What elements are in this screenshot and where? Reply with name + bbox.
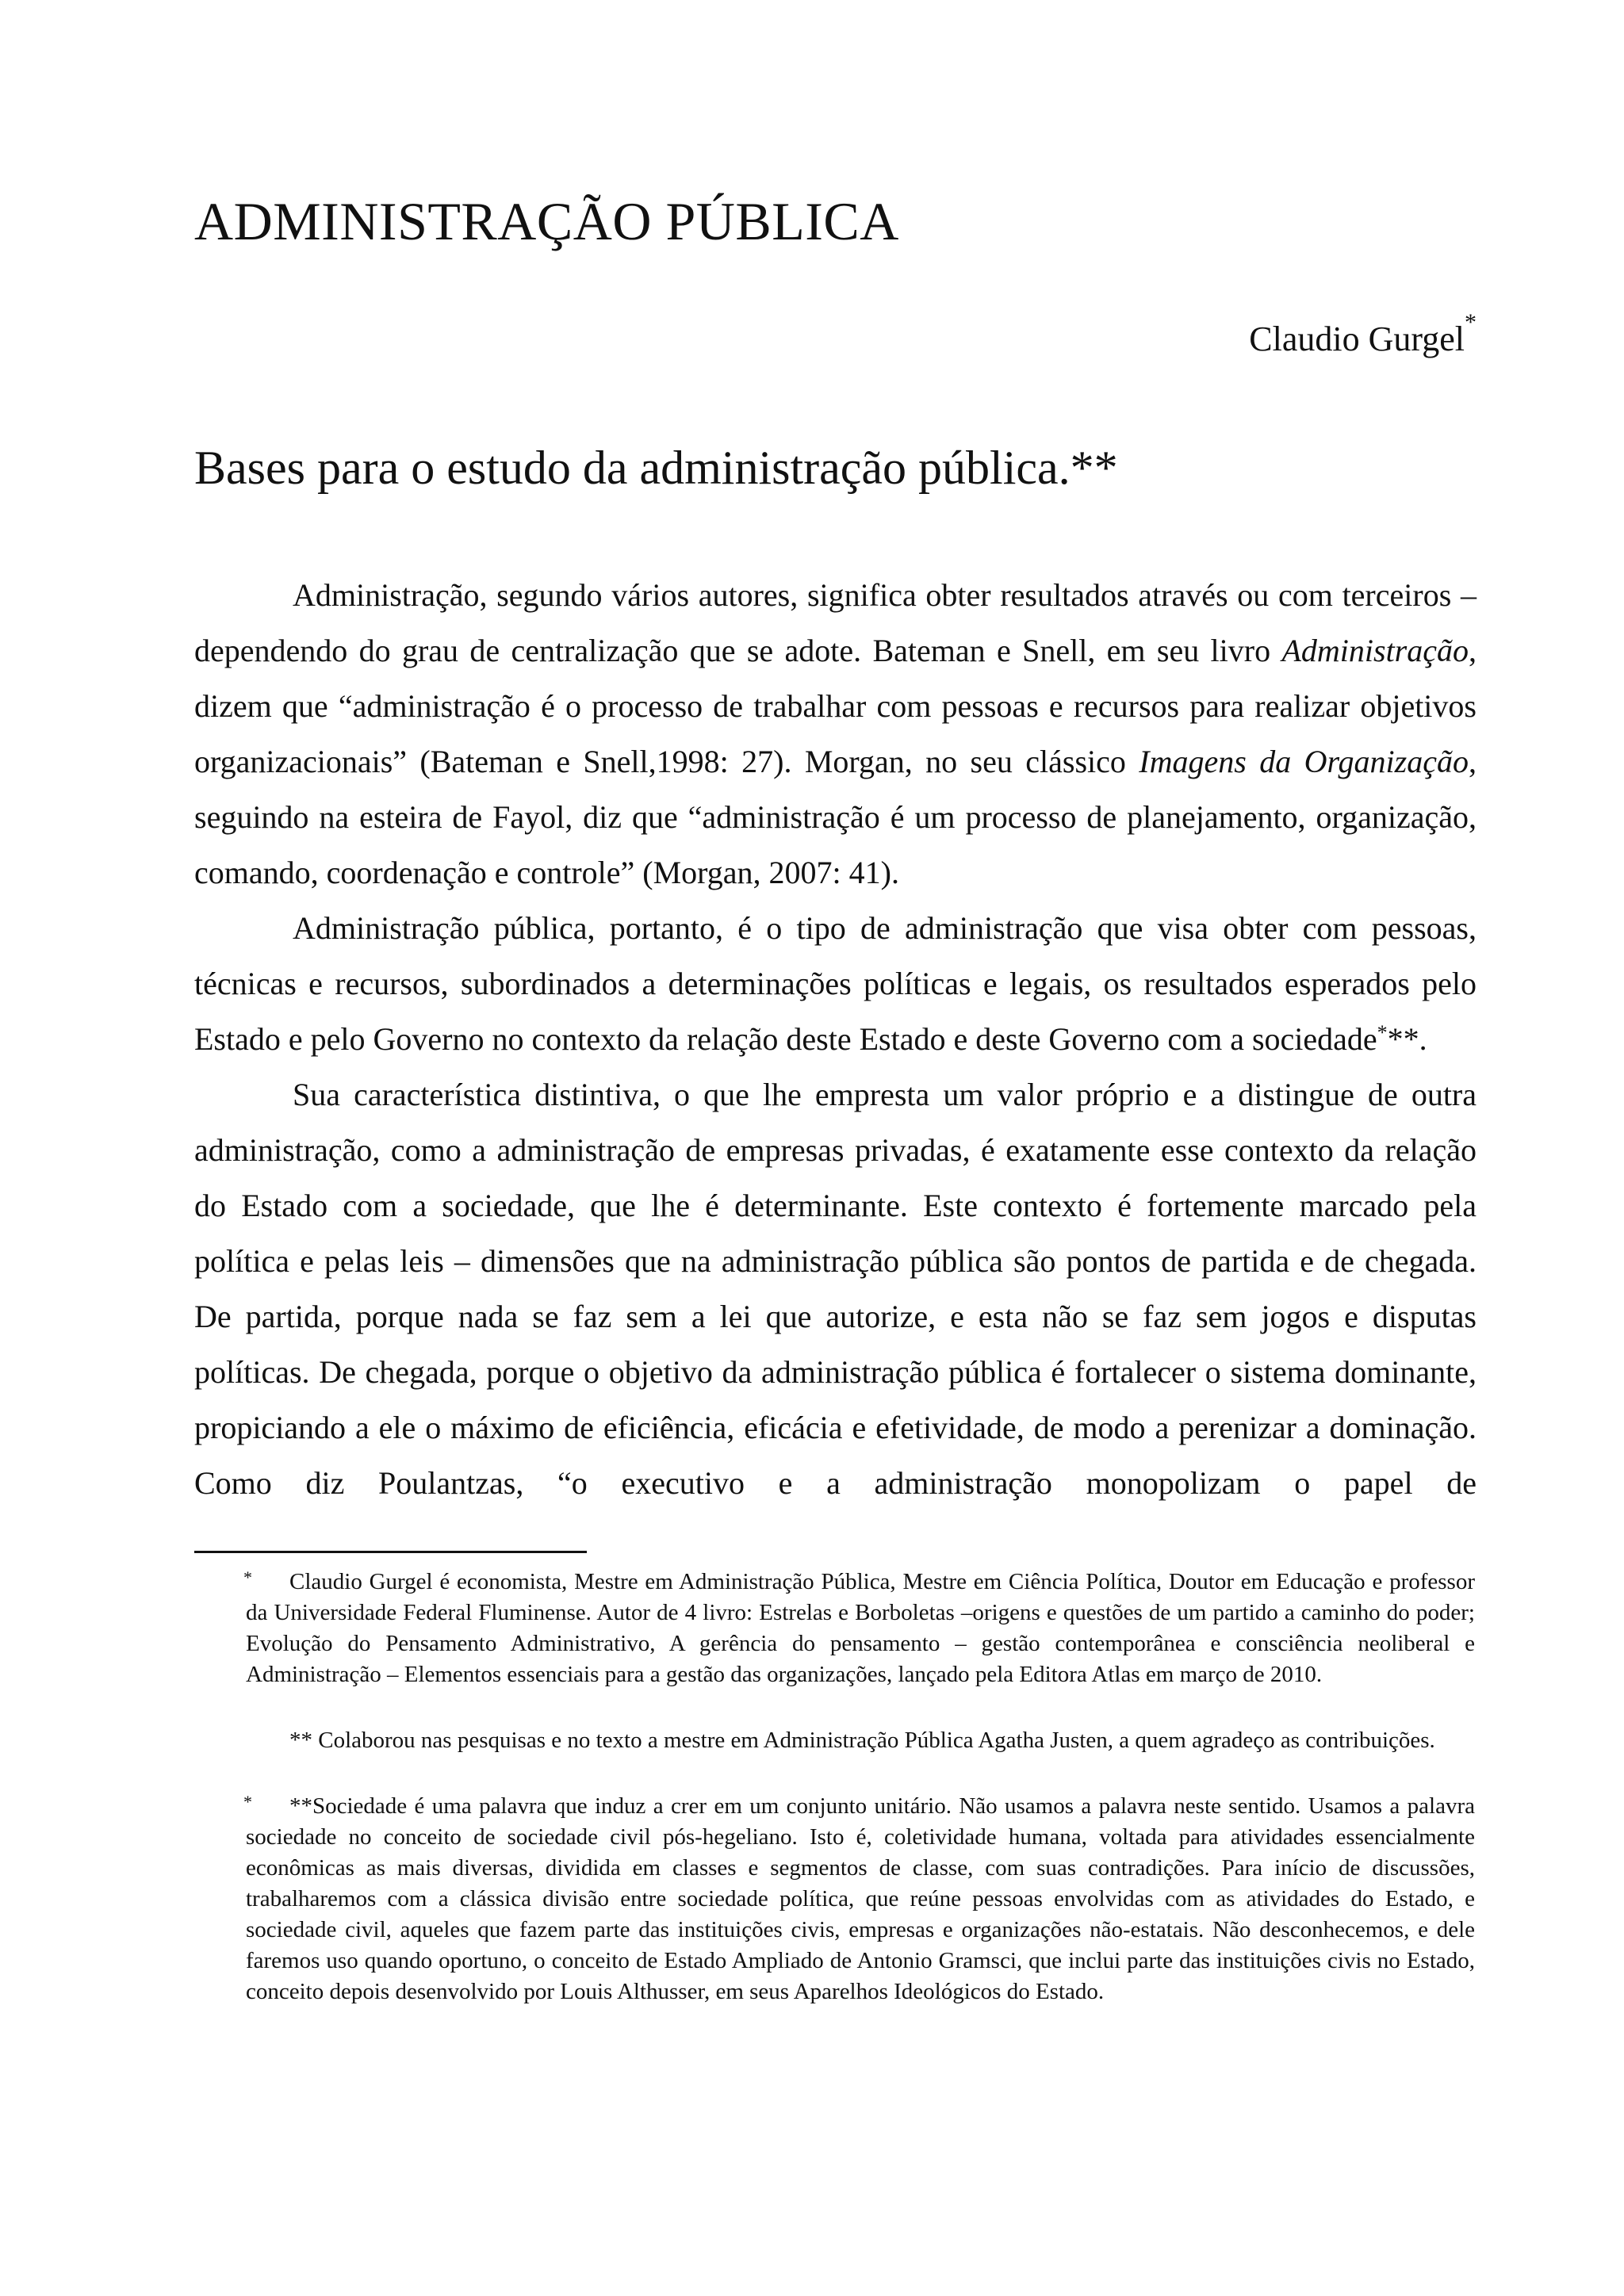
footnote-2-text: ** Colaborou nas pesquisas e no texto a mestre em Administração Pública Agatha Justen, a quem agradeço as contribuições. (289, 1728, 1435, 1753)
document-title: ADMINISTRAÇÃO PÚBLICA (194, 191, 899, 251)
paragraph-3: Sua característica distintiva, o que lhe empresta um valor próprio e a distingue de outra administração, como a administração de empresas privadas, é exatamente esse contexto da relação do Estado com a sociedade, que lhe é determinante. Este contexto é fortemente marcado pela política e pelas leis – dimensões que na administração pública são pontos de partida e de chegada. De partida, porque nada se faz sem a lei que autorize, e esta não se faz sem jogos e disputas políticas. De chegada, porque o objetivo da administração pública é fortalecer o sistema dominante, propiciando a ele o máximo de eficiência, eficácia e efetividade, de modo a perenizar a dominação. Como diz Poulantzas, “o executivo e a administração monopolizam o papel de (194, 1077, 1477, 1501)
book-title-administracao: Administração (1281, 633, 1469, 668)
footnote-1 (243, 1567, 1475, 1690)
footnote-1-text: Claudio Gurgel é economista, Mestre em Administração Pública, Mestre em Ciência Política, Doutor em Educação e professor da Universidade Federal Fluminense. Autor de 4 livro: Estrelas e Borboletas –origens e questões de um partido a caminho do poder; Evolução do Pensamento Administrativo, A gerência do pensamento – gestão contemporânea e consciência neoliberal e Administração – Elementos essenciais para a gestão das organizações, lançado pela Editora Atlas em março de 2010. (246, 1569, 1475, 1687)
section-heading: Bases para o estudo da administração pública.** (194, 442, 1118, 494)
footnote-1-mark: * (243, 1567, 252, 1587)
paragraph-2-text-a: Administração pública, portanto, é o tipo de administração que visa obter com pessoas, técnicas e recursos, subordinados a determinações políticas e legais, os resultados esperados pelo Estado e pelo Governo no contexto da relação deste Estado e deste Governo com a sociedade (194, 910, 1477, 1057)
paragraph-1-text-b: , dizem que “administração é o processo de trabalhar com pessoas e recursos para realizar objetivos organizacionais” (Bateman e Snell,1998: 27). Morgan, no seu clássico (194, 633, 1477, 779)
author-line (1249, 309, 1477, 359)
footnote-3 (243, 1791, 1475, 2007)
footnote-separator (194, 1551, 587, 1553)
paragraph-2-text-b: **. (1387, 1021, 1427, 1057)
author-footnote-mark: * (1465, 309, 1477, 335)
footnote-3-mark: * (243, 1792, 252, 1812)
paragraph-1-text-c: , seguindo na esteira de Fayol, diz que “administração é um processo de planejamento, organização, comando, coordenação e controle” (Morgan, 2007: 41). (194, 744, 1477, 890)
body-text (194, 568, 1477, 1511)
paragraph-2-footnote-mark: * (1377, 1021, 1388, 1044)
paragraph-1 (194, 568, 1477, 901)
paragraph-1-text-a: Administração, segundo vários autores, significa obter resultados através ou com terceiros – dependendo do grau de centralização que se adote. Bateman e Snell, em seu livro (194, 577, 1477, 668)
footnotes (243, 1567, 1475, 2042)
paragraph-2 (194, 901, 1477, 1067)
author-name: Claudio Gurgel (1249, 320, 1465, 358)
book-title-imagens: Imagens da Organização (1139, 744, 1469, 779)
footnote-3-text: **Sociedade é uma palavra que induz a crer em um conjunto unitário. Não usamos a palavra neste sentido. Usamos a palavra sociedade no conceito de sociedade civil pós-hegeliano. Isto é, coletividade humana, voltada para atividades essencialmente econômicas as mais diversas, dividida em classes e segmentos de classe, com suas contradições. Para início de discussões, trabalharemos com a clássica divisão entre sociedade política, que reúne pessoas envolvidas com as atividades do Estado, e sociedade civil, aqueles que fazem parte das instituições civis, empresas e organizações não-estatais. Não desconhecemos, e dele faremos uso quando oportuno, o conceito de Estado Ampliado de Antonio Gramsci, que inclui parte das instituições civis no Estado, conceito depois desenvolvido por Louis Althusser, em seus Aparelhos Ideológicos do Estado. (246, 1793, 1475, 2004)
footnote-2 (246, 1725, 1475, 1756)
